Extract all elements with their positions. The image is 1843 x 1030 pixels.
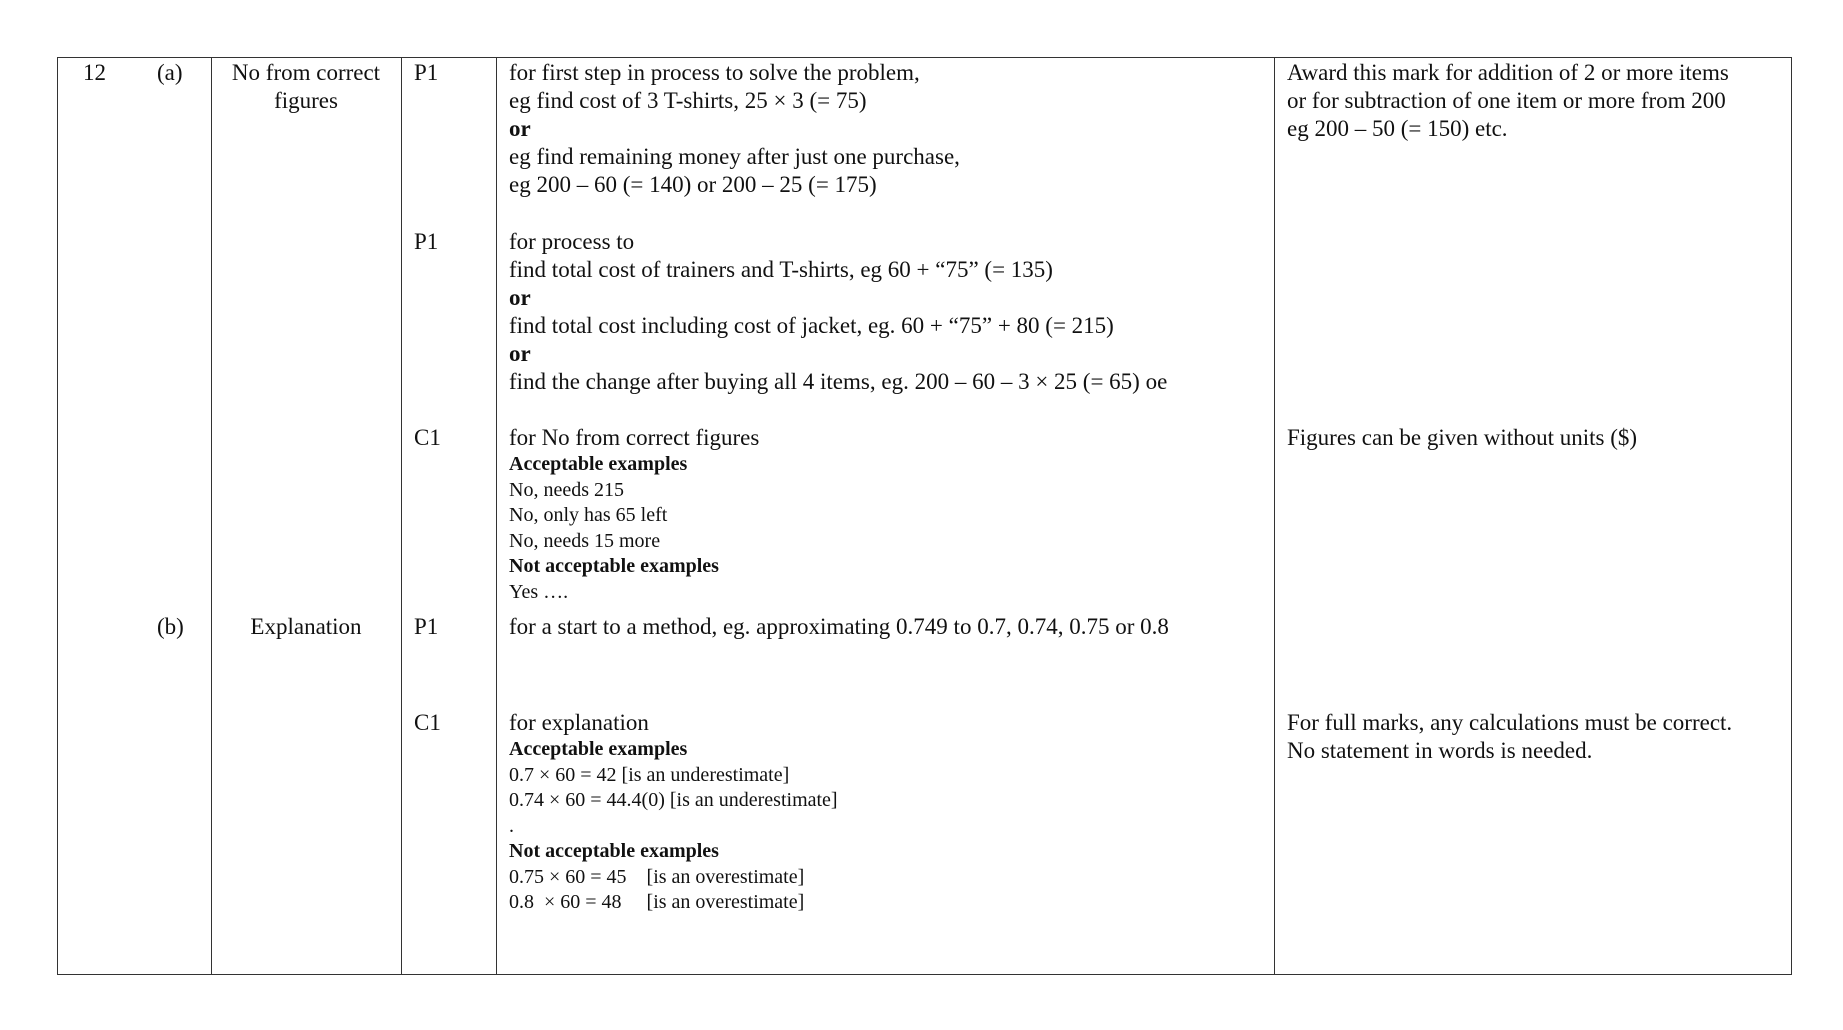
column-divider — [1274, 58, 1275, 974]
part-label-b: (b) — [157, 614, 184, 639]
mark-guidance — [509, 709, 838, 916]
mark-code: P1 — [414, 60, 439, 85]
mark-guidance — [509, 424, 759, 605]
answer-line: Explanation — [250, 614, 362, 639]
guidance-line: eg 200 – 60 (= 140) or 200 – 25 (= 175) — [509, 172, 877, 197]
guidance-line: 0.8 × 60 = 48 [is an overestimate] — [509, 891, 805, 913]
note-line: Award this mark for addition of 2 or more items — [1287, 60, 1729, 85]
mark-guidance — [509, 59, 960, 199]
mark-code: P1 — [414, 614, 439, 639]
column-divider — [496, 58, 497, 974]
answer-line: figures — [274, 88, 338, 113]
part-label-a: (a) — [157, 60, 183, 85]
guidance-line: find the change after buying all 4 items, eg. 200 – 60 – 3 × 25 (= 65) oe — [509, 369, 1168, 394]
guidance-line: Acceptable examples — [509, 738, 688, 760]
guidance-line: . — [509, 814, 514, 837]
note-line: eg 200 – 50 (= 150) etc. — [1287, 116, 1508, 141]
guidance-line: 0.74 × 60 = 44.4(0) [is an underestimate] — [509, 789, 838, 811]
note-line: No statement in words is needed. — [1287, 738, 1593, 763]
guidance-line: for first step in process to solve the problem, — [509, 60, 920, 85]
guidance-line: No, needs 15 more — [509, 529, 661, 552]
guidance-line: find total cost including cost of jacket, eg. 60 + “75” + 80 (= 215) — [509, 313, 1114, 338]
guidance-line: eg find remaining money after just one purchase, — [509, 144, 960, 169]
guidance-line: Not acceptable examples — [509, 840, 719, 862]
mark-scheme-table — [57, 57, 1792, 975]
mark-notes — [1287, 709, 1732, 765]
guidance-line: for explanation — [509, 710, 649, 735]
question-number: 12 — [83, 60, 106, 85]
mark-code: C1 — [414, 425, 441, 450]
answer-line: No from correct — [231, 60, 381, 85]
guidance-line: or — [509, 116, 531, 141]
note-line: Figures can be given without units ($) — [1287, 425, 1638, 450]
guidance-line: for a start to a method, eg. approximating 0.749 to 0.7, 0.74, 0.75 or 0.8 — [509, 614, 1169, 639]
guidance-line: Yes …. — [509, 580, 569, 603]
mark-code: P1 — [414, 229, 439, 254]
guidance-line: 0.7 × 60 = 42 [is an underestimate] — [509, 763, 790, 786]
mark-guidance — [509, 228, 1167, 396]
guidance-line: 0.75 × 60 = 45 [is an overestimate] — [509, 865, 805, 888]
guidance-line: or — [509, 341, 531, 366]
guidance-line: Acceptable examples — [509, 453, 688, 475]
column-divider — [401, 58, 402, 974]
guidance-line: No, only has 65 left — [509, 504, 668, 526]
guidance-line: eg find cost of 3 T-shirts, 25 × 3 (= 75) — [509, 88, 867, 113]
guidance-line: for No from correct figures — [509, 425, 760, 450]
guidance-line: No, needs 215 — [509, 478, 624, 501]
mark-notes — [1287, 59, 1729, 143]
note-line: For full marks, any calculations must be correct. — [1287, 710, 1733, 735]
guidance-line: for process to — [509, 229, 635, 254]
answer-b — [211, 613, 401, 641]
guidance-line: find total cost of trainers and T-shirts, eg 60 + “75” (= 135) — [509, 257, 1053, 282]
column-divider — [211, 58, 212, 974]
mark-code: C1 — [414, 710, 441, 735]
answer-a — [211, 59, 401, 115]
guidance-line: or — [509, 285, 531, 310]
note-line: or for subtraction of one item or more from 200 — [1287, 88, 1726, 113]
guidance-line: Not acceptable examples — [509, 555, 719, 577]
